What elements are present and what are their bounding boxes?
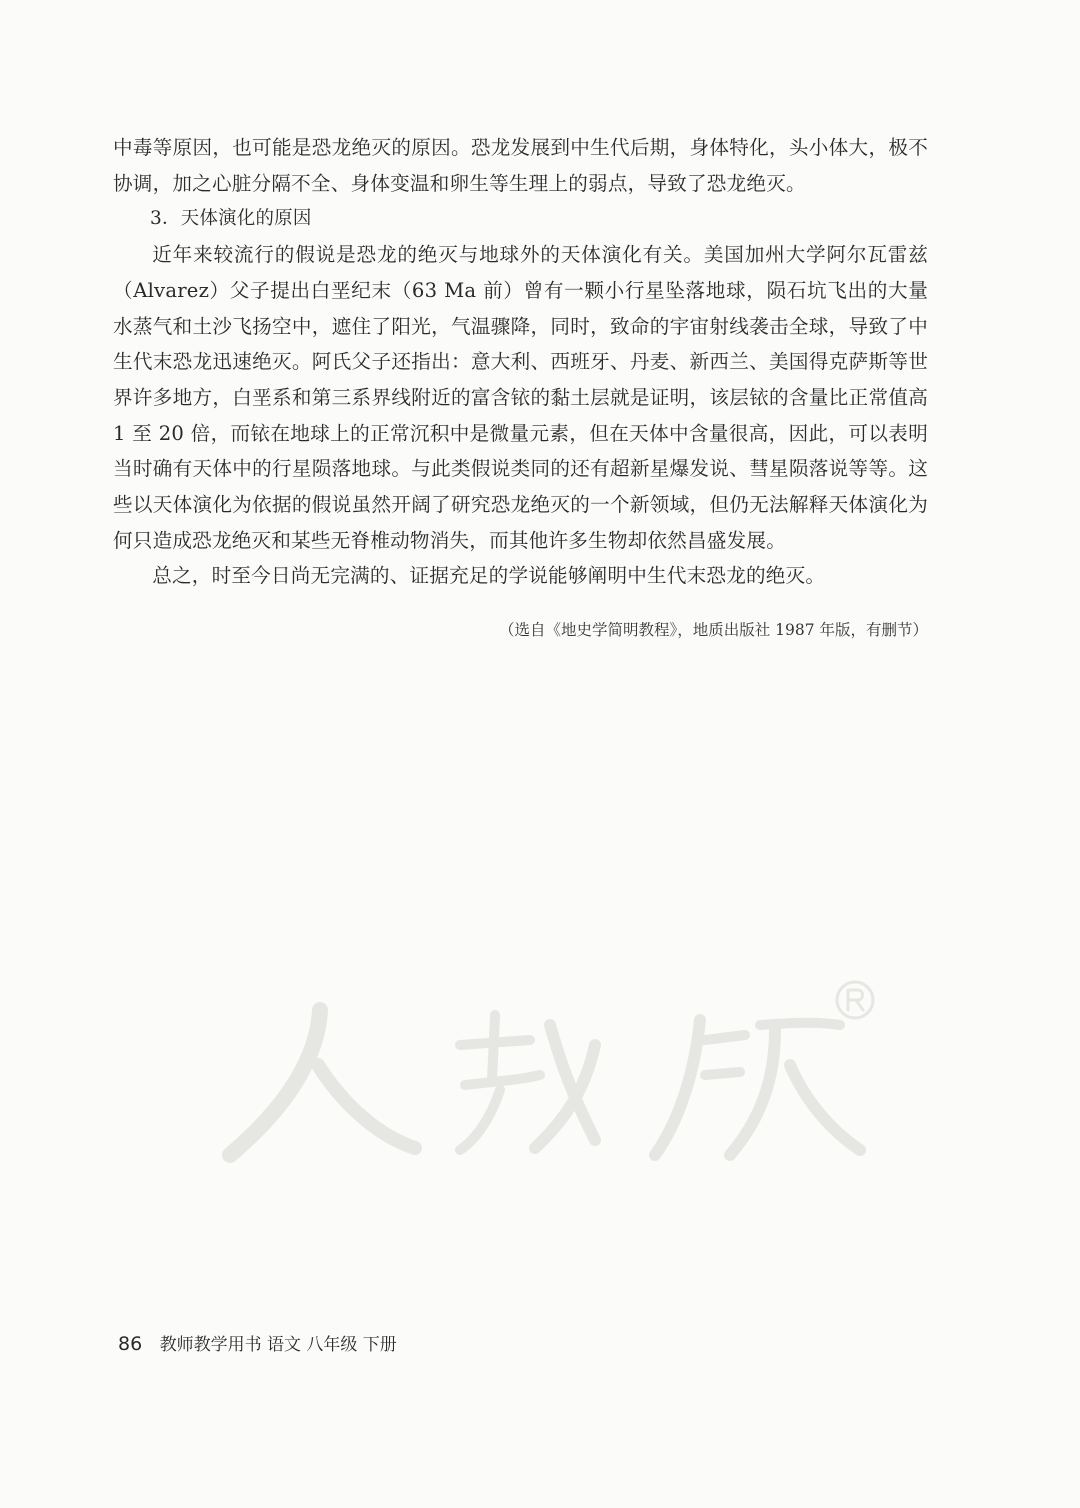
source-citation: （选自《地史学简明教程》，地质出版社 1987 年版，有删节） — [498, 621, 928, 639]
publisher-watermark-logo — [200, 970, 900, 1180]
book-title: 教师教学用书 语文 八年级 下册 — [159, 1335, 397, 1355]
body-text — [113, 130, 928, 594]
page-footer — [118, 1330, 397, 1355]
paragraph-conclusion: 总之，时至今日尚无完满的、证据充足的学说能够阐明中生代末恐龙的绝灭。 — [152, 564, 826, 588]
section-heading: 3．天体演化的原因 — [150, 208, 312, 230]
paragraph-astronomical-cause: 近年来较流行的假说是恐龙的绝灭与地球外的天体演化有关。美国加州大学阿尔瓦雷兹（Alvarez）父子提出白垩纪末（63 Ma 前）曾有一颗小行星坠落地球，陨石坑飞出的大量水蒸气和土沙飞扬空中，遮住了阳光，气温骤降，同时，致命的宇宙射线袭击全球，导致了中生代末恐龙迅速绝灭。阿氏父子还指出：意大利、西班牙、丹麦、新西兰、美国得克萨斯等世界许多地方，白垩系和第三系界线附近的富含铱的黏土层就是证明，该层铱的含量比正常值高 1 至 20 倍，而铱在地球上的正常沉积中是微量元素，但在天体中含量很高，因此，可以表明当时确有天体中的行星陨落地球。与此类假说类同的还有超新星爆发说、彗星陨落说等等。这些以天体演化为依据的假说虽然开阔了研究恐龙绝灭的一个新领域，但仍无法解释天体演化为何只造成恐龙绝灭和某些无脊椎动物消失，而其他许多生物却依然昌盛发展。 — [113, 243, 928, 552]
paragraph-continued: 中毒等原因，也可能是恐龙绝灭的原因。恐龙发展到中生代后期，身体特化，头小体大，极不协调，加之心脏分隔不全、身体变温和卵生等生理上的弱点，导致了恐龙绝灭。 — [113, 136, 928, 195]
page-number: 86 — [118, 1333, 143, 1355]
